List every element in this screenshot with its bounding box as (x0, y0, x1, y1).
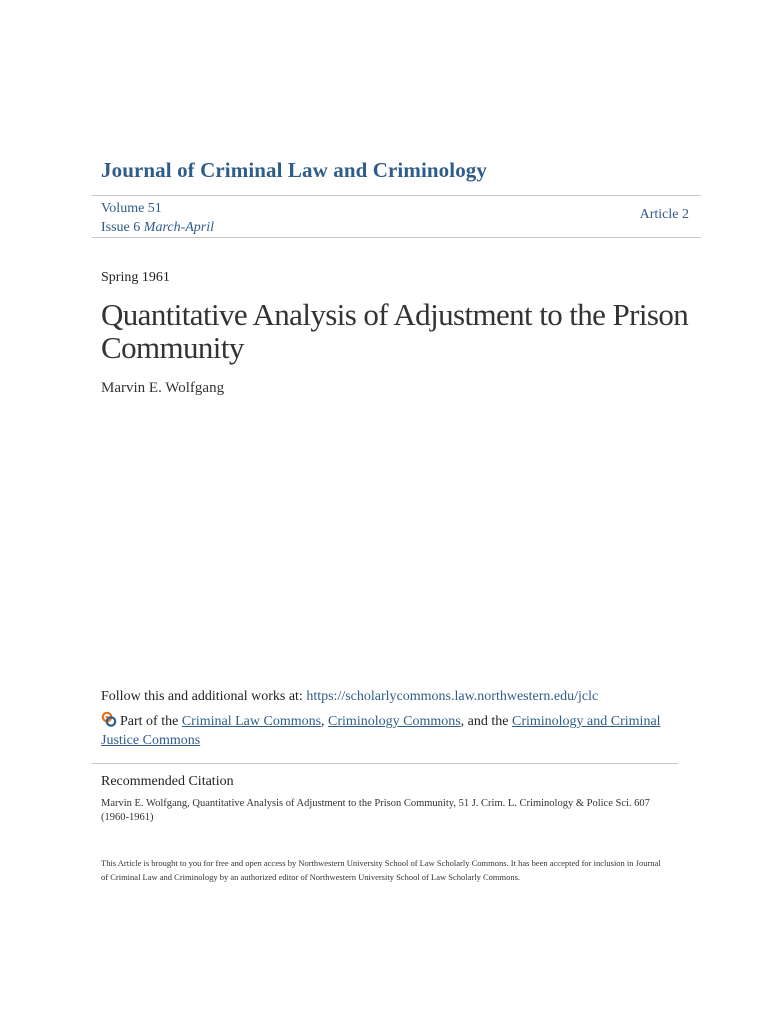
criminal-law-commons-link[interactable]: Criminal Law Commons (181, 714, 322, 729)
part-of-label: Part of the (120, 714, 182, 729)
issue-link[interactable] (101, 218, 214, 237)
volume-link[interactable]: Volume 51 (101, 201, 162, 216)
issue-date: March-April (143, 220, 215, 235)
citation-heading: Recommended Citation (101, 774, 234, 789)
criminology-justice-commons-link[interactable]: Criminology and Criminal Justice Commons (101, 714, 661, 748)
criminology-commons-link[interactable]: Criminology Commons (328, 714, 461, 729)
header-divider-bottom (92, 237, 701, 238)
article-number-link[interactable]: Article 2 (639, 207, 689, 222)
follow-url-link[interactable]: https://scholarlycommons.law.northwestern.edu/jclc (306, 689, 599, 704)
author-link[interactable]: Marvin E. Wolfgang (101, 380, 225, 396)
separator-1: , (321, 714, 329, 729)
article-title: Quantitative Analysis of Adjustment to the Prison Community (101, 297, 689, 365)
network-icon (101, 711, 118, 728)
access-notice: This Article is brought to you for free and open access by Northwestern University School of Law Scholarly Commons. It has been accepted for inclusion in Journal of Criminal Law and Criminology by an authorized editor of Northwestern University School of Law Scholarly Commons. (101, 858, 661, 882)
citation-divider (92, 763, 678, 764)
citation-text: Marvin E. Wolfgang, Quantitative Analysis of Adjustment to the Prison Community, 51 J. Crim. L. Criminology & Police Sci. 607 (1960-1961) (101, 798, 650, 823)
header-divider-top (92, 195, 701, 196)
volume-issue-block (101, 199, 214, 237)
separator-2: , and the (460, 714, 512, 729)
follow-label: Follow this and additional works at: (101, 689, 307, 704)
publication-date: Spring 1961 (101, 270, 170, 285)
issue-label: Issue 6 (101, 220, 141, 235)
part-of-commons (101, 711, 691, 750)
follow-line (101, 689, 598, 705)
journal-title-link[interactable]: Journal of Criminal Law and Criminology (101, 158, 488, 182)
